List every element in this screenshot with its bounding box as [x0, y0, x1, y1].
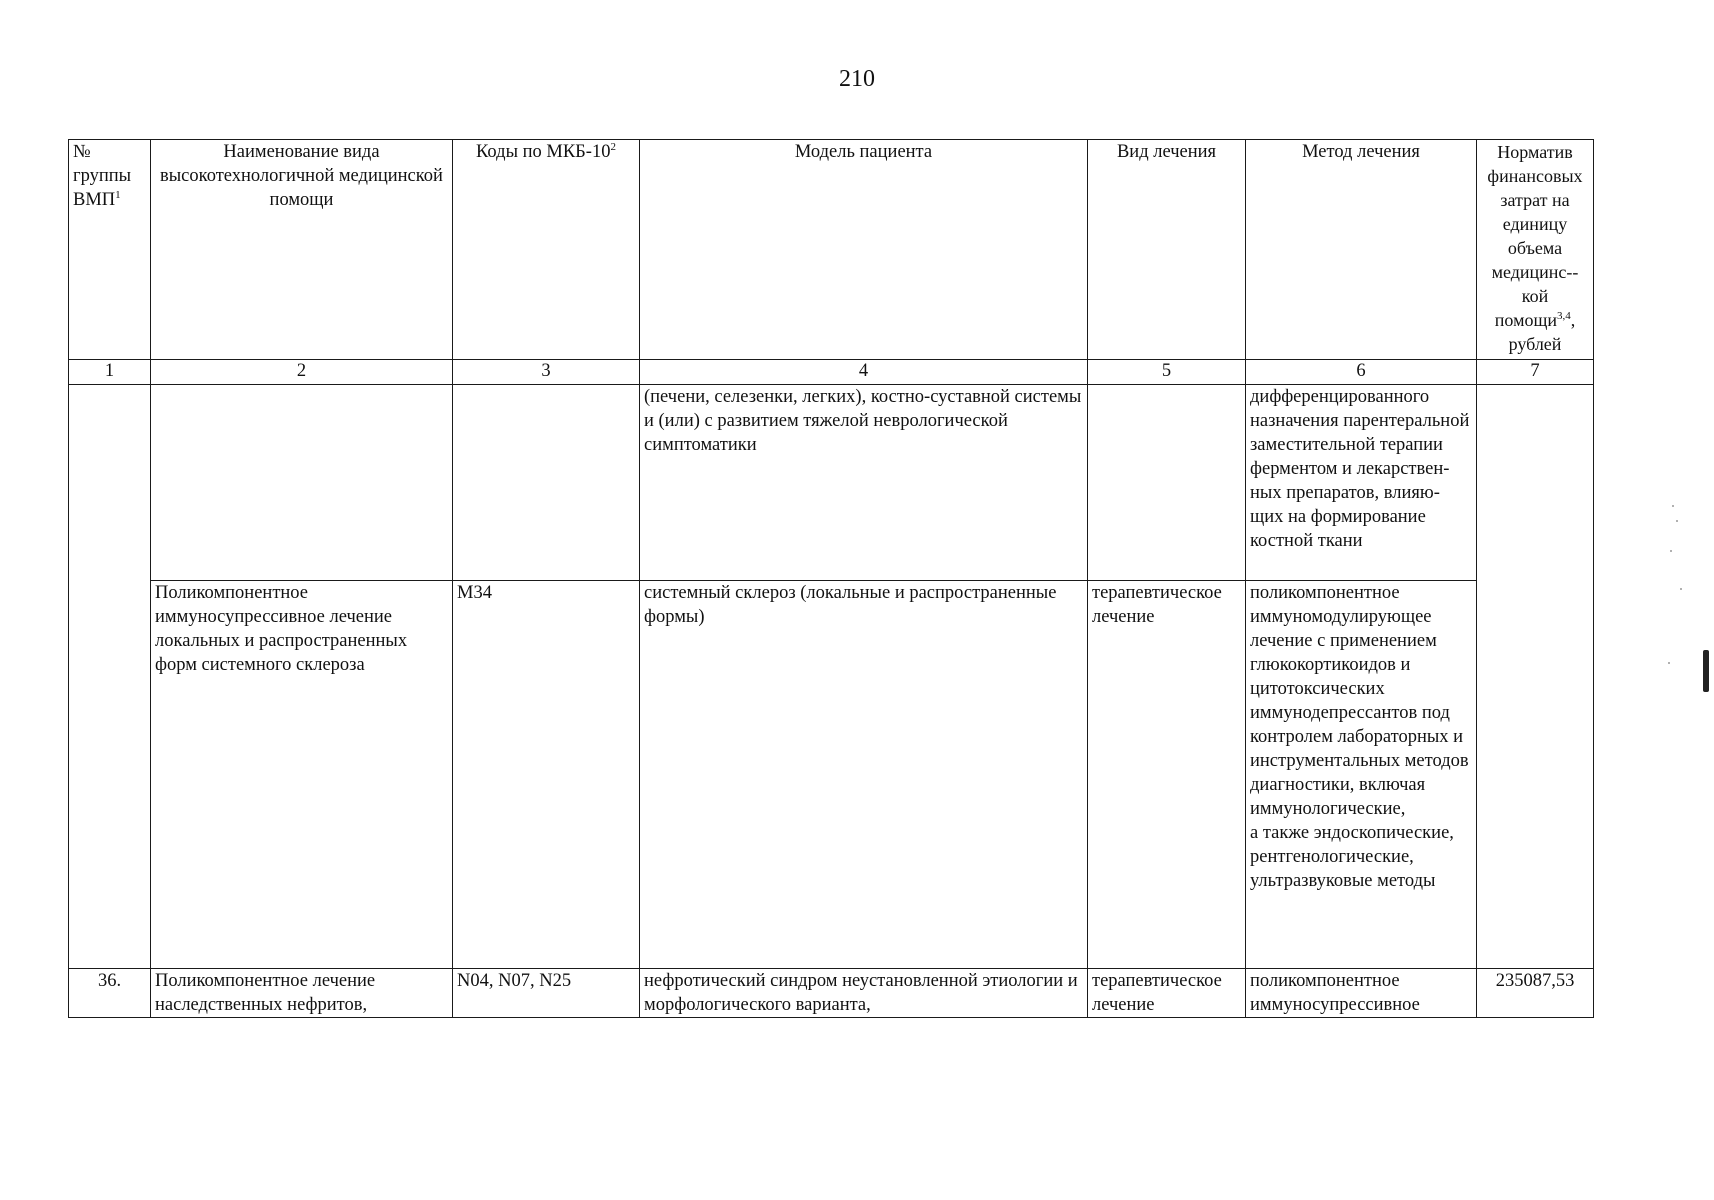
scan-artifact: [1672, 505, 1674, 507]
header-patient-model: Модель пациента: [640, 140, 1088, 360]
treatment-type-cell: терапевтическое лечение: [1088, 969, 1246, 1018]
scan-artifact: [1668, 662, 1670, 664]
header-group-number-line1: №: [73, 142, 91, 162]
treatment-method-cell: поликомпонентное иммуносупрессивное: [1246, 969, 1477, 1018]
header-cost-standard: [1477, 140, 1594, 360]
footnote-ref: 3,4: [1556, 310, 1571, 322]
group-number-cell: 36.: [69, 969, 151, 1018]
scan-artifact: [1680, 588, 1682, 590]
treatment-method-cell: дифференцированного назначения парентеральной заместительной терапии ферментом и лекарствен-ных препаратов, влияю-щих на формирование костной ткани: [1246, 385, 1477, 581]
page-number: 210: [839, 66, 875, 92]
patient-model-cell: системный склероз (локальные и распространенные формы): [640, 581, 1088, 969]
column-number: 7: [1477, 360, 1594, 385]
header-group-number: [69, 140, 151, 360]
table-row: [69, 969, 1594, 1018]
column-number-row: [69, 360, 1594, 385]
cost-cell: [1477, 385, 1594, 969]
column-number: 4: [640, 360, 1088, 385]
table-row: [69, 581, 1594, 969]
header-icd-codes: [453, 140, 640, 360]
table-row: [69, 385, 1594, 581]
footnote-ref: 2: [610, 140, 616, 153]
icd-codes-cell: N04, N07, N25: [453, 969, 640, 1018]
column-number: 1: [69, 360, 151, 385]
treatment-method-cell: поликомпонентное иммуномодулирующее лечение с применением глюкокортикоидов и цитотоксических иммунодепрессантов под контролем лабораторных и инструментальных методов диагностики, включая иммунологические, а также эндоскопические, рентгенологические, ультразвуковые методы: [1246, 581, 1477, 969]
vmp-table: [68, 139, 1594, 1018]
header-care-type-name: Наименование вида высокотехнологичной медицинской помощи: [151, 140, 453, 360]
column-number: 6: [1246, 360, 1477, 385]
group-number-cell: [69, 385, 151, 969]
header-row: [69, 140, 1594, 360]
header-icd-codes-text: Коды по МКБ-10: [476, 142, 611, 162]
care-type-name-cell: [151, 385, 453, 581]
scan-artifact: [1676, 520, 1678, 522]
icd-codes-cell: [453, 385, 640, 581]
header-treatment-type: Вид лечения: [1088, 140, 1246, 360]
header-group-number-line3: ВМП: [73, 190, 116, 210]
patient-model-cell: (печени, селезенки, легких), костно-суставной системы и (или) с развитием тяжелой неврологической симптоматики: [640, 385, 1088, 581]
header-group-number-line2: группы: [73, 166, 132, 186]
header-cost-standard-unit: , рублей: [1508, 310, 1576, 354]
care-type-name-cell: Поликомпонентное лечение наследственных нефритов,: [151, 969, 453, 1018]
scan-artifact: [1703, 650, 1709, 692]
scan-artifact: [1670, 550, 1672, 552]
patient-model-cell: нефротический синдром неустановленной этиологии и морфологического варианта,: [640, 969, 1088, 1018]
footnote-ref: 1: [115, 188, 121, 201]
icd-codes-cell: M34: [453, 581, 640, 969]
header-treatment-method: Метод лечения: [1246, 140, 1477, 360]
cost-cell: 235087,53: [1477, 969, 1594, 1018]
header-cost-standard-text: Норматив финансовых затрат на единицу объема медицинс-- кой помощи: [1487, 142, 1583, 330]
treatment-type-cell: терапевтическое лечение: [1088, 581, 1246, 969]
care-type-name-cell: Поликомпонентное иммуносупрессивное лечение локальных и распространенных форм системного склероза: [151, 581, 453, 969]
treatment-type-cell: [1088, 385, 1246, 581]
column-number: 5: [1088, 360, 1246, 385]
column-number: 2: [151, 360, 453, 385]
column-number: 3: [453, 360, 640, 385]
